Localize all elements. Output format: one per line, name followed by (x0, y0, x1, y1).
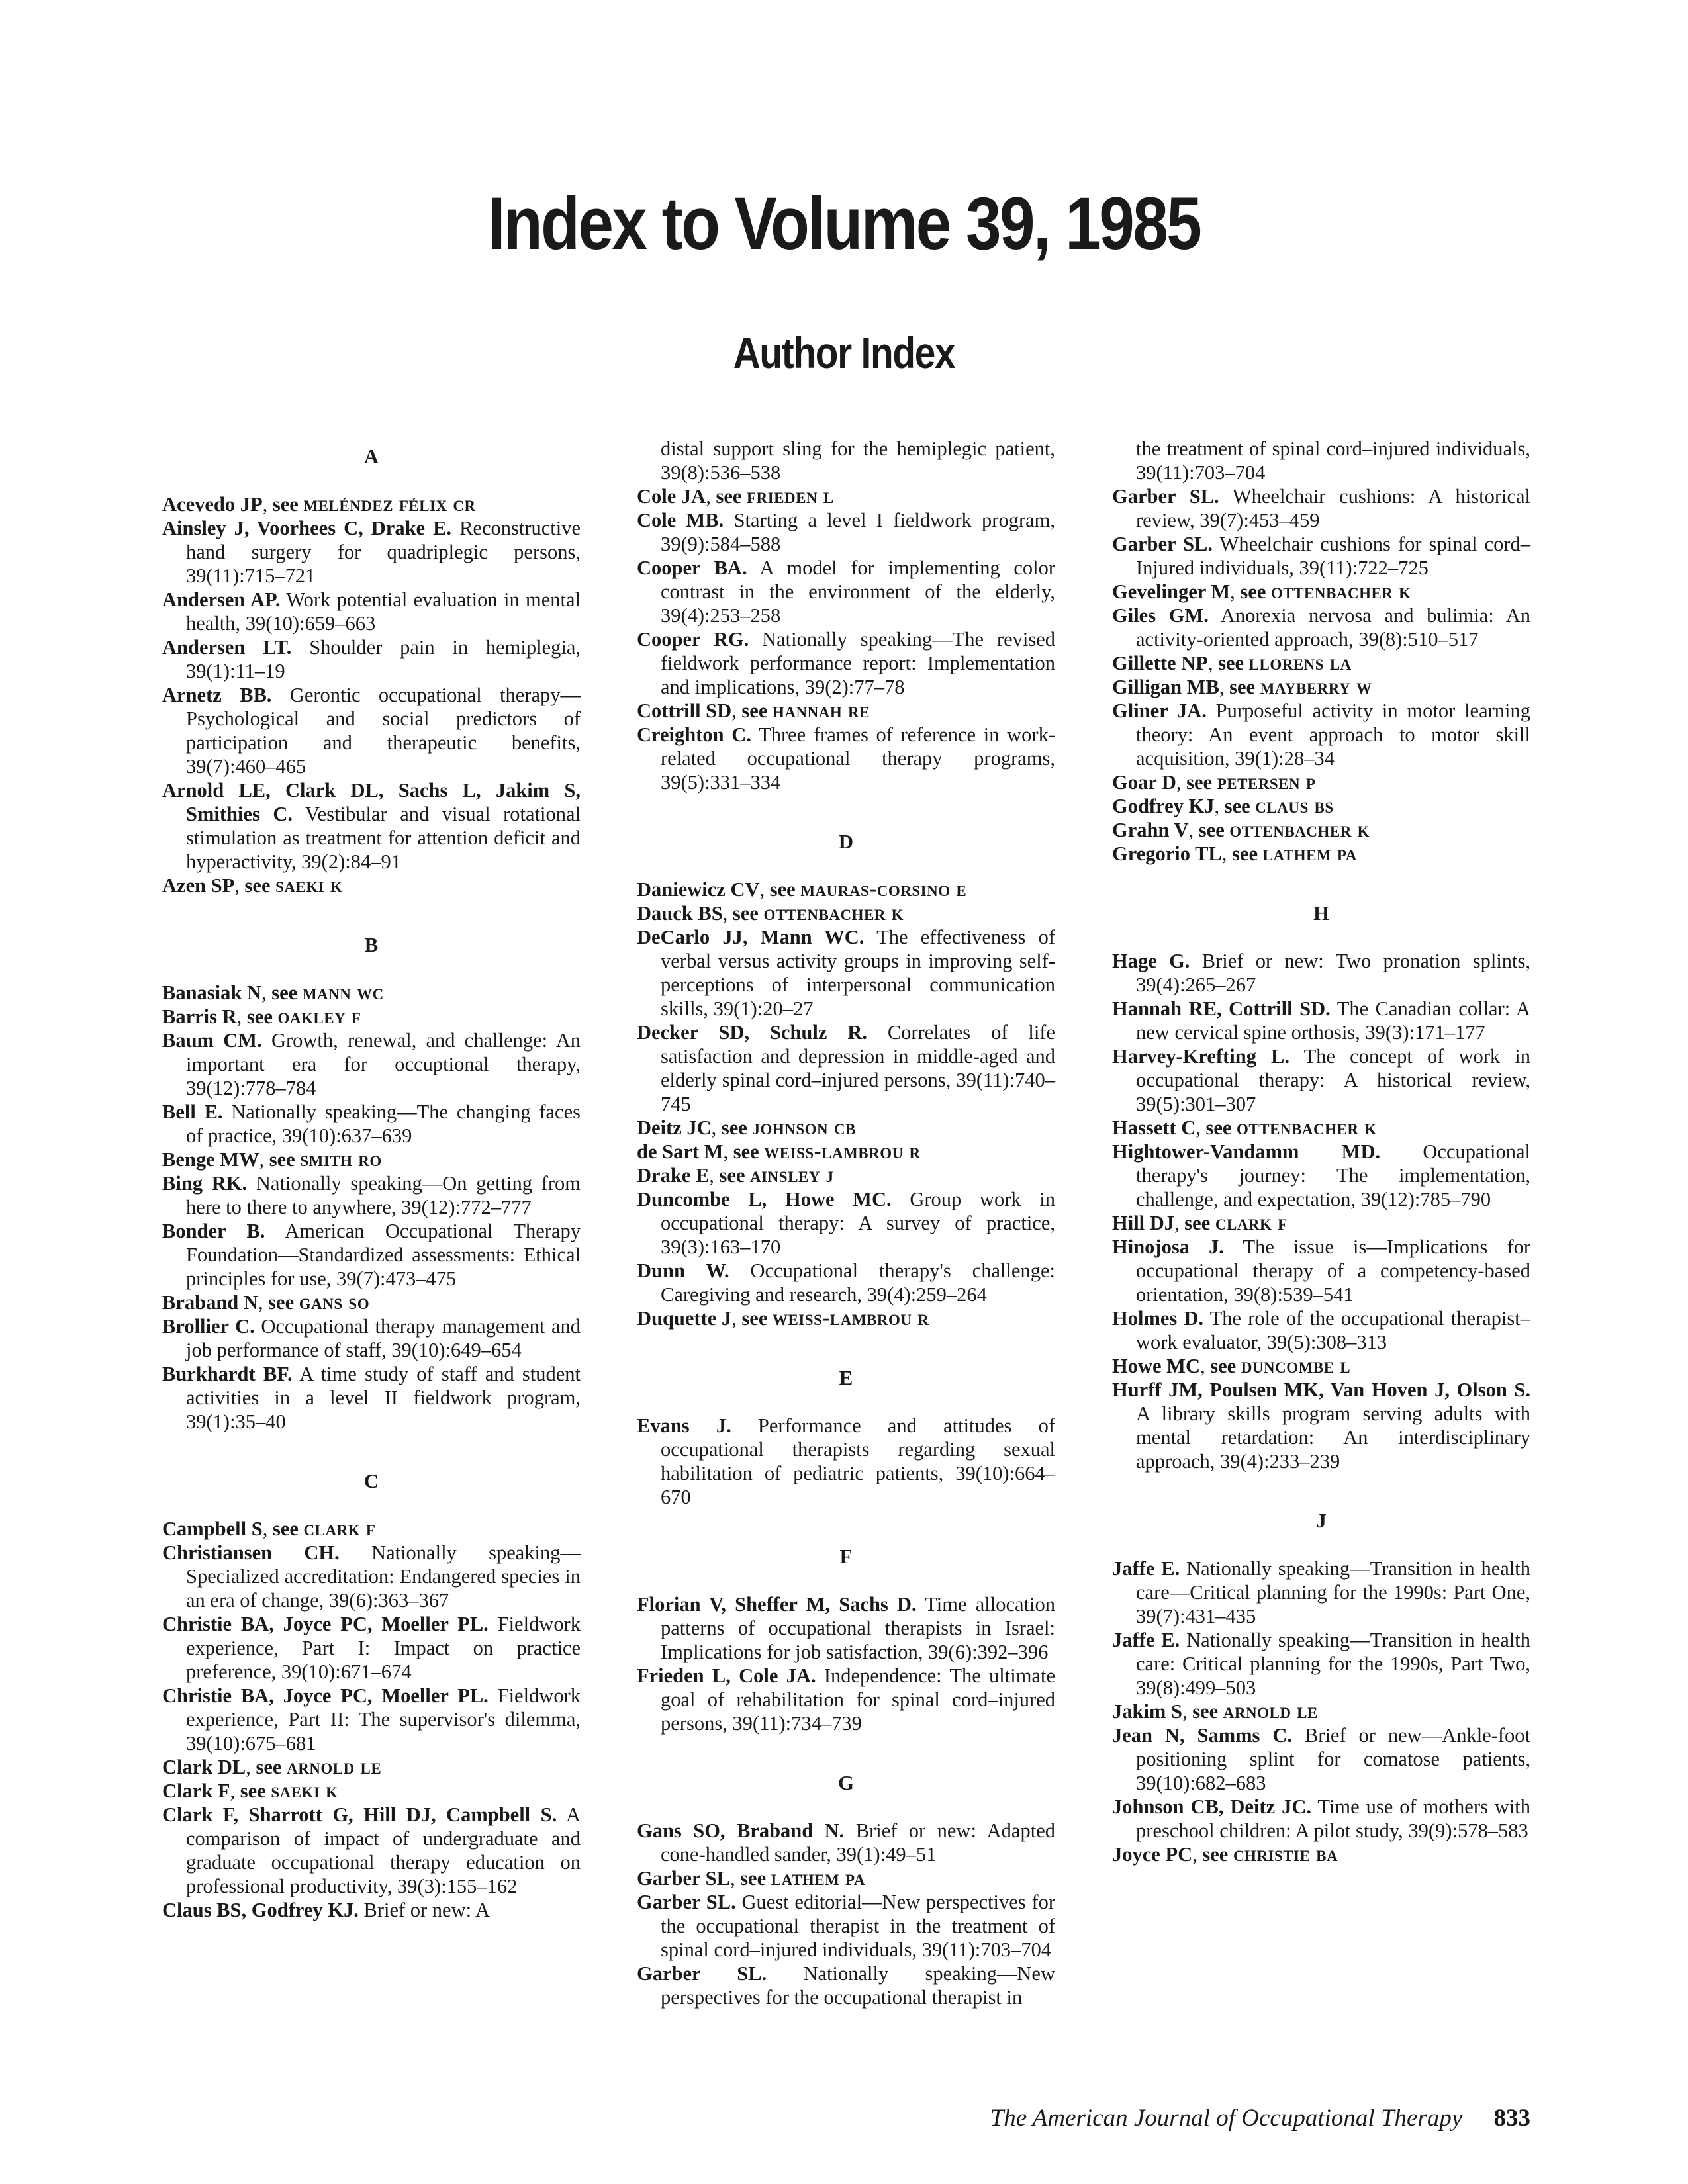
entry-citation: Brief or new—Ankle-foot positioning splint for comatose patients, 39(10):682–683 (1136, 1724, 1531, 1794)
entry-citation: Wheelchair cushions: A historical review, 39(7):453–459 (1136, 485, 1530, 531)
entry-authors: Claus BS, Godfrey KJ. (162, 1899, 359, 1921)
index-entry (1112, 1235, 1530, 1306)
entry-citation: Time allocation patterns of occupational therapists in Israel: Implications for job satisfaction, 39(6):392–396 (661, 1593, 1055, 1663)
entry-citation: Three frames of reference in work-related occupational therapy programs, 39(5):331–334 (661, 723, 1055, 794)
section-letter: D (838, 830, 854, 853)
entry-citation: Occupational therapy management and job performance of staff, 39(10):649–654 (186, 1315, 581, 1361)
see-label: see (769, 878, 796, 901)
see-reference: christie ba (1233, 1843, 1338, 1866)
author-name: Barris R (162, 1005, 237, 1028)
entry-authors: Giles GM. (1112, 604, 1209, 627)
section-gap (637, 1509, 1055, 1533)
cross-reference-entry: Joyce PC, see christie ba (1112, 1843, 1338, 1866)
index-entry (637, 1592, 1055, 1664)
see-reference: ottenbacher k (1237, 1116, 1377, 1140)
index-entry (162, 1219, 581, 1291)
entry-authors: Cooper RG. (637, 628, 749, 651)
entry-citation: Reconstructive hand surgery for quadriplegic persons, 39(11):715–721 (186, 517, 581, 587)
entry-citation: Fieldwork experience, Part I: Impact on practice preference, 39(10):671–674 (186, 1613, 581, 1683)
entry-citation: Fieldwork experience, Part II: The supervisor's dilemma, 39(10):675–681 (186, 1684, 581, 1754)
index-entry (1112, 1306, 1530, 1354)
see-reference: weiss-lambrou r (773, 1306, 929, 1330)
entry-authors: Duncombe L, Howe MC. (637, 1188, 892, 1210)
see-reference: clark f (1215, 1211, 1288, 1235)
entry-citation: A model for implementing color contrast in the environment of the elderly, 39(4):253–258 (661, 557, 1055, 627)
see-reference: mayberry w (1260, 675, 1372, 699)
cross-reference-entry: Deitz JC, see johnson cb (637, 1116, 856, 1140)
section-gap (162, 897, 581, 921)
section-letter: G (837, 1771, 855, 1794)
page-number: 833 (1493, 2105, 1530, 2132)
entry-citation: The effectiveness of verbal versus activity groups in improving self-perceptions of interpersonal communication skills, 39(1):20–27 (661, 926, 1055, 1020)
entry-citation: The role of the occupational therapist–work evaluator, 39(5):308–313 (1136, 1307, 1530, 1353)
cross-reference-entry: Azen SP, see saeki k (162, 874, 343, 897)
entry-citation: A library skills program serving adults with mental retardation: An interdisciplinary approach, 39(4):233–239 (1136, 1402, 1530, 1473)
cross-reference-entry: Benge MW, see smith ro (162, 1148, 382, 1171)
cross-reference-entry: Goar D, see petersen p (1112, 770, 1316, 794)
see-label: see (240, 1780, 266, 1802)
index-entry (1112, 484, 1530, 532)
section-gap (637, 1330, 1055, 1354)
cross-reference-entry: Banasiak N, see mann wc (162, 981, 384, 1005)
section-gap (162, 1433, 581, 1457)
index-entry (637, 1259, 1055, 1306)
author-name: Banasiak N (162, 981, 262, 1004)
section-subtitle: Author Index (733, 328, 955, 377)
entry-authors: Dunn W. (637, 1259, 729, 1282)
index-entry (1112, 997, 1530, 1044)
author-name: Daniewicz CV (637, 878, 760, 901)
entry-citation: Shoulder pain in hemiplegia, 39(1):11–19 (186, 636, 581, 682)
see-label: see (272, 1518, 299, 1540)
index-column-2 (637, 437, 1055, 2009)
index-entry (162, 1100, 581, 1148)
cross-reference-entry: Grahn V, see ottenbacher k (1112, 818, 1370, 842)
see-label: see (733, 1140, 759, 1163)
see-label: see (741, 700, 768, 722)
see-label: see (1186, 771, 1213, 794)
index-entry (637, 1414, 1055, 1509)
index-entry (637, 925, 1055, 1021)
see-reference: mann wc (302, 981, 384, 1005)
entry-citation: Occupational therapy's challenge: Caregiving and research, 39(4):259–264 (661, 1259, 1055, 1306)
see-reference: saeki k (271, 1779, 338, 1803)
index-entry (637, 1664, 1055, 1735)
index-entry (162, 1314, 581, 1362)
entry-authors: Gans SO, Braband N. (637, 1819, 845, 1842)
entry-citation: Group work in occupational therapy: A survey of practice, 39(3):163–170 (661, 1188, 1056, 1258)
entry-authors: Baum CM. (162, 1029, 262, 1052)
see-label: see (269, 1148, 295, 1171)
index-entry (162, 1171, 581, 1219)
entry-citation: American Occupational Therapy Foundation—Standardized assessments: Ethical principles for use, 39(7):473–475 (186, 1220, 581, 1290)
see-reference: gans so (299, 1291, 370, 1314)
entry-authors: Hightower-Vandamm MD. (1112, 1140, 1381, 1163)
entry-citation: Performance and attitudes of occupational therapists regarding sexual habilitation of pediatric patients, 39(10):664–670 (661, 1414, 1056, 1508)
index-entry (162, 778, 581, 874)
entry-citation: Work potential evaluation in mental health, 39(10):659–663 (186, 588, 581, 635)
see-reference: hannah re (773, 699, 870, 723)
author-name: Godfrey KJ (1112, 795, 1215, 817)
see-label: see (1192, 1700, 1219, 1723)
entry-authors: Hannah RE, Cottrill SD. (1112, 997, 1331, 1020)
cross-reference-entry: Howe MC, see duncombe l (1112, 1354, 1351, 1378)
entry-citation: Nationally speaking—The revised fieldwork performance report: Implementation and implications, 39(2):77–78 (661, 628, 1055, 698)
index-entry (1112, 1723, 1530, 1795)
cross-reference-entry: Hill DJ, see clark f (1112, 1211, 1288, 1235)
entry-authors: Frieden L, Cole JA. (637, 1664, 816, 1687)
section-letter: H (1313, 901, 1330, 925)
index-entry (637, 723, 1055, 794)
entry-authors: Creighton C. (637, 723, 751, 746)
journal-name: The American Journal of Occupational Therapy (990, 2105, 1463, 2132)
author-name: Drake E (637, 1164, 710, 1187)
author-name: Gregorio TL (1112, 842, 1222, 865)
entry-authors: Bonder B. (162, 1220, 265, 1242)
entry-authors: Brollier C. (162, 1315, 255, 1338)
index-entry (637, 1890, 1055, 1962)
section-letter: C (363, 1469, 379, 1492)
cross-reference-entry: Drake E, see ainsley j (637, 1163, 834, 1187)
cross-reference-entry: Duquette J, see weiss-lambrou r (637, 1306, 929, 1330)
entry-authors: Garber SL. (637, 1891, 736, 1913)
entry-authors: Andersen LT. (162, 636, 292, 659)
cross-reference-entry: Garber SL, see lathem pa (637, 1866, 865, 1890)
cross-reference-entry: Hassett C, see ottenbacher k (1112, 1116, 1377, 1140)
entry-citation: Independence: The ultimate goal of rehabilitation for spinal cord–injured persons, 39(11):734–739 (661, 1664, 1055, 1735)
author-name: Benge MW (162, 1148, 259, 1171)
entry-authors: Gliner JA. (1112, 700, 1207, 722)
cross-reference-entry: Jakim S, see arnold le (1112, 1700, 1318, 1723)
author-name: Howe MC (1112, 1355, 1200, 1377)
index-entry (162, 1028, 581, 1100)
entry-authors: Jaffe E. (1112, 1557, 1180, 1580)
entry-citation: Nationally speaking—New perspectives for the occupational therapist in (661, 1962, 1055, 2009)
entry-authors: Bing RK. (162, 1172, 248, 1195)
entry-authors: Jaffe E. (1112, 1629, 1180, 1651)
entry-authors: Evans J. (637, 1414, 731, 1437)
index-entry (1112, 604, 1530, 651)
entry-authors: Harvey-Krefting L. (1112, 1045, 1290, 1068)
index-entry (637, 1819, 1055, 1866)
see-label: see (1210, 1355, 1237, 1377)
see-reference: saeki k (275, 874, 343, 897)
index-entry (637, 1962, 1055, 2009)
author-name: Deitz JC (637, 1116, 712, 1139)
entry-authors: Clark F, Sharrott G, Hill DJ, Campbell S. (162, 1803, 557, 1826)
index-entry (162, 1362, 581, 1433)
cross-reference-entry: Cole JA, see frieden l (637, 484, 834, 508)
author-name: Azen SP (162, 874, 235, 897)
entry-authors: Garber SL. (1112, 533, 1213, 555)
see-reference: mauras-corsino e (800, 878, 967, 901)
section-gap (1112, 866, 1530, 889)
entry-authors: Christie BA, Joyce PC, Moeller PL. (162, 1613, 489, 1635)
see-reference: lathem pa (771, 1866, 865, 1890)
see-reference: arnold le (1223, 1700, 1318, 1723)
entry-citation: Anorexia nervosa and bulimia: An activity-oriented approach, 39(8):510–517 (1136, 604, 1530, 651)
cross-reference-entry: Gevelinger M, see ottenbacher k (1112, 580, 1411, 604)
author-name: de Sart M (637, 1140, 724, 1163)
cross-reference-entry: Cottrill SD, see hannah re (637, 699, 870, 723)
index-column-1 (162, 437, 581, 1922)
see-reference: clark f (303, 1517, 376, 1541)
index-entry (637, 1187, 1055, 1259)
entry-authors: Christie BA, Joyce PC, Moeller PL. (162, 1684, 489, 1707)
index-entry (1112, 699, 1530, 770)
entry-continuation: the treatment of spinal cord–injured individuals, 39(11):703–704 (1136, 437, 1530, 484)
entry-authors: Burkhardt BF. (162, 1363, 293, 1385)
cross-reference-entry: Godfrey KJ, see claus bs (1112, 794, 1334, 818)
index-entry (1112, 1044, 1530, 1116)
entry-authors: Garber SL. (637, 1962, 767, 1985)
cross-reference-entry: Gregorio TL, see lathem pa (1112, 842, 1357, 866)
author-name: Clark DL (162, 1756, 246, 1778)
cross-reference-entry: Acevedo JP, see meléndez félix cr (162, 492, 476, 516)
see-label: see (1198, 819, 1225, 841)
page-footer (990, 2106, 1530, 2130)
see-reference: ottenbacher k (1229, 818, 1370, 842)
entry-citation: Wheelchair cushions for spinal cord–Injured individuals, 39(11):722–725 (1136, 533, 1531, 579)
entry-citation: Brief or new: A (363, 1899, 491, 1921)
see-label: see (244, 874, 271, 897)
section-letter: E (839, 1366, 853, 1389)
author-name: Cottrill SD (637, 700, 732, 722)
index-entry (162, 588, 581, 635)
index-entry (1112, 1795, 1530, 1843)
entry-authors: Ainsley J, Voorhees C, Drake E. (162, 517, 452, 539)
see-label: see (1232, 842, 1258, 865)
entry-citation: Starting a level I fieldwork program, 39(9):584–588 (661, 509, 1056, 555)
see-label: see (719, 1164, 745, 1187)
see-label: see (268, 1291, 295, 1314)
cross-reference-entry: Campbell S, see clark f (162, 1517, 376, 1541)
section-letter: J (1316, 1509, 1327, 1532)
page-title: Index to Volume 39, 1985 (487, 182, 1201, 265)
see-label: see (246, 1005, 273, 1028)
see-label: see (716, 485, 742, 508)
cross-reference-entry: Braband N, see gans so (162, 1291, 370, 1314)
entry-citation: The Canadian collar: A new cervical spine orthosis, 39(3):171–177 (1136, 997, 1531, 1044)
see-reference: llorens la (1248, 651, 1352, 675)
cross-reference-entry: Gilligan MB, see mayberry w (1112, 675, 1372, 699)
see-label: see (1202, 1843, 1229, 1866)
entry-citation: Brief or new: Adapted cone-handled sander, 39(1):49–51 (661, 1819, 1055, 1866)
entry-citation: Guest editorial—New perspectives for the occupational therapist in the treatment of spinal cord–injured individuals, 39(11):703–704 (661, 1891, 1056, 1961)
see-label: see (256, 1756, 282, 1778)
entry-authors: Christiansen CH. (162, 1541, 340, 1564)
entry-citation: Nationally speaking—The changing faces of practice, 39(10):637–639 (186, 1101, 581, 1147)
index-entry (1112, 1378, 1530, 1473)
entry-citation: Purposeful activity in motor learning theory: An event approach to motor skill acquisition, 39(1):28–34 (1136, 700, 1531, 770)
entry-authors: Hurff JM, Poulsen MK, Van Hoven J, Olson S. (1112, 1379, 1530, 1401)
see-reference: smith ro (300, 1148, 382, 1171)
entry-authors: Arnetz BB. (162, 684, 272, 706)
see-label: see (741, 1307, 768, 1330)
see-reference: petersen p (1217, 770, 1316, 794)
entry-authors: Jean N, Samms C. (1112, 1724, 1292, 1747)
index-entry (637, 627, 1055, 699)
author-name: Campbell S (162, 1518, 263, 1540)
index-entry (1112, 1628, 1530, 1700)
index-entry (162, 1541, 581, 1612)
author-name: Gilligan MB (1112, 676, 1219, 698)
entry-citation: Nationally speaking—Specialized accreditation: Endangered species in an era of change, 39(6):363–367 (186, 1541, 581, 1612)
author-name: Garber SL (637, 1867, 730, 1889)
cross-reference-entry: Dauck BS, see ottenbacher k (637, 901, 904, 925)
entry-citation: Nationally speaking—Transition in health care—Critical planning for the 1990s: Part One, 39(7):431–435 (1136, 1557, 1530, 1627)
see-label: see (1240, 580, 1266, 603)
author-name: Gillette NP (1112, 652, 1208, 674)
author-name: Dauck BS (637, 902, 723, 925)
see-reference: lathem pa (1262, 842, 1357, 866)
index-entry (1112, 949, 1530, 997)
see-reference: arnold le (287, 1755, 382, 1779)
entry-authors: Hinojosa J. (1112, 1236, 1224, 1258)
see-reference: ottenbacher k (1270, 580, 1411, 604)
entry-authors: Florian V, Sheffer M, Sachs D. (637, 1593, 917, 1615)
entry-citation: Nationally speaking—Transition in health care: Critical planning for the 1990s, Part Two, 39(8):499–503 (1136, 1629, 1530, 1699)
index-entry (637, 508, 1055, 556)
index-entry (162, 1898, 581, 1922)
author-name: Gevelinger M (1112, 580, 1231, 603)
entry-authors: Cole MB. (637, 509, 724, 531)
see-reference: duncombe l (1241, 1354, 1351, 1378)
author-name: Jakim S (1112, 1700, 1182, 1723)
see-reference: meléndez félix cr (303, 492, 476, 516)
see-reference: weiss-lambrou r (764, 1140, 921, 1163)
entry-citation: Time use of mothers with preschool children: A pilot study, 39(9):578–583 (1136, 1796, 1531, 1842)
cross-reference-entry: Daniewicz CV, see mauras-corsino e (637, 878, 967, 901)
see-reference: ottenbacher k (763, 901, 904, 925)
author-name: Goar D (1112, 771, 1176, 794)
entry-authors: Decker SD, Schulz R. (637, 1021, 867, 1044)
entry-continuation: distal support sling for the hemiplegic patient, 39(8):536–538 (661, 437, 1055, 484)
see-reference: ainsley j (750, 1163, 834, 1187)
see-reference: oakley f (277, 1005, 361, 1028)
cross-reference-entry: Clark DL, see arnold le (162, 1755, 382, 1779)
see-label: see (1229, 676, 1256, 698)
index-entry (637, 556, 1055, 627)
cross-reference-entry: de Sart M, see weiss-lambrou r (637, 1140, 921, 1163)
author-name: Hill DJ (1112, 1212, 1175, 1234)
entry-authors: Arnold LE, Clark DL, Sachs L, Jakim S, Smithies C. (162, 779, 581, 825)
entry-citation: Nationally speaking—On getting from here to there to anywhere, 39(12):772–777 (186, 1172, 581, 1218)
entry-authors: Cooper BA. (637, 557, 747, 579)
entry-citation: Brief or new: Two pronation splints, 39(4):265–267 (1136, 950, 1531, 996)
index-entry (637, 1021, 1055, 1116)
author-name: Hassett C (1112, 1116, 1196, 1139)
author-name: Joyce PC (1112, 1843, 1193, 1866)
see-label: see (740, 1867, 767, 1889)
section-letter: A (363, 445, 379, 468)
section-gap (637, 794, 1055, 818)
author-name: Grahn V (1112, 819, 1189, 841)
entry-citation: A time study of staff and student activities in a level II fieldwork program, 39(1):35–40 (186, 1363, 581, 1433)
see-label: see (1218, 652, 1244, 674)
entry-authors: Johnson CB, Deitz JC. (1112, 1796, 1311, 1818)
entry-citation: The issue is—Implications for occupational therapy of a competency-based orientation, 39(8):539–541 (1136, 1236, 1531, 1306)
section-gap (637, 1735, 1055, 1759)
see-reference: frieden l (747, 484, 834, 508)
index-entry (162, 1803, 581, 1898)
entry-authors: Hage G. (1112, 950, 1190, 972)
index-entry (162, 1684, 581, 1755)
see-reference: claus bs (1255, 794, 1334, 818)
see-label: see (271, 981, 298, 1004)
entry-citation: The concept of work in occupational therapy: A historical review, 39(5):301–307 (1136, 1045, 1530, 1115)
entry-citation: Vestibular and visual rotational stimulation as treatment for attention deficit and hyperactivity, 39(2):84–91 (186, 803, 581, 873)
author-name: Clark F (162, 1780, 230, 1802)
cross-reference-entry: Barris R, see oakley f (162, 1005, 361, 1028)
see-label: see (1184, 1212, 1211, 1234)
author-name: Duquette J (637, 1307, 732, 1330)
see-label: see (1224, 795, 1250, 817)
entry-authors: DeCarlo JJ, Mann WC. (637, 926, 865, 948)
cross-reference-entry: Gillette NP, see llorens la (1112, 651, 1352, 675)
index-entry (1112, 532, 1530, 580)
entry-authors: Bell E. (162, 1101, 223, 1123)
entry-citation: Growth, renewal, and challenge: An important era for occuptional therapy, 39(12):778–784 (186, 1029, 581, 1099)
entry-citation: Correlates of life satisfaction and depression in middle-aged and elderly spinal cord–injured persons, 39(11):740–745 (661, 1021, 1055, 1115)
entry-authors: Andersen AP. (162, 588, 281, 611)
see-label: see (732, 902, 759, 925)
see-label: see (721, 1116, 747, 1139)
author-name: Braband N (162, 1291, 258, 1314)
entry-authors: Garber SL. (1112, 485, 1219, 508)
section-gap (1112, 1473, 1530, 1497)
index-entry (162, 683, 581, 778)
index-entry (1112, 1140, 1530, 1211)
index-entry (162, 635, 581, 683)
author-name: Acevedo JP (162, 493, 263, 516)
see-label: see (272, 493, 299, 516)
index-entry (162, 516, 581, 588)
entry-citation: Gerontic occupational therapy—Psychological and social predictors of participation and therapeutic benefits, 39(7):460–465 (186, 684, 581, 778)
section-letter: B (364, 933, 379, 956)
cross-reference-entry: Clark F, see saeki k (162, 1779, 338, 1803)
author-name: Cole JA (637, 485, 706, 508)
index-entry (1112, 1557, 1530, 1628)
entry-citation: Occupational therapy's journey: The implementation, challenge, and expectation, 39(12):785–790 (1136, 1140, 1530, 1210)
index-entry (162, 1612, 581, 1684)
entry-authors: Holmes D. (1112, 1307, 1204, 1330)
see-label: see (1205, 1116, 1232, 1139)
section-letter: F (839, 1545, 853, 1568)
index-column-3 (1112, 437, 1530, 1866)
entry-citation: A comparison of impact of undergraduate and graduate occupational therapy education on professional productivity, 39(3):155–162 (186, 1803, 581, 1897)
see-reference: johnson cb (752, 1116, 856, 1140)
